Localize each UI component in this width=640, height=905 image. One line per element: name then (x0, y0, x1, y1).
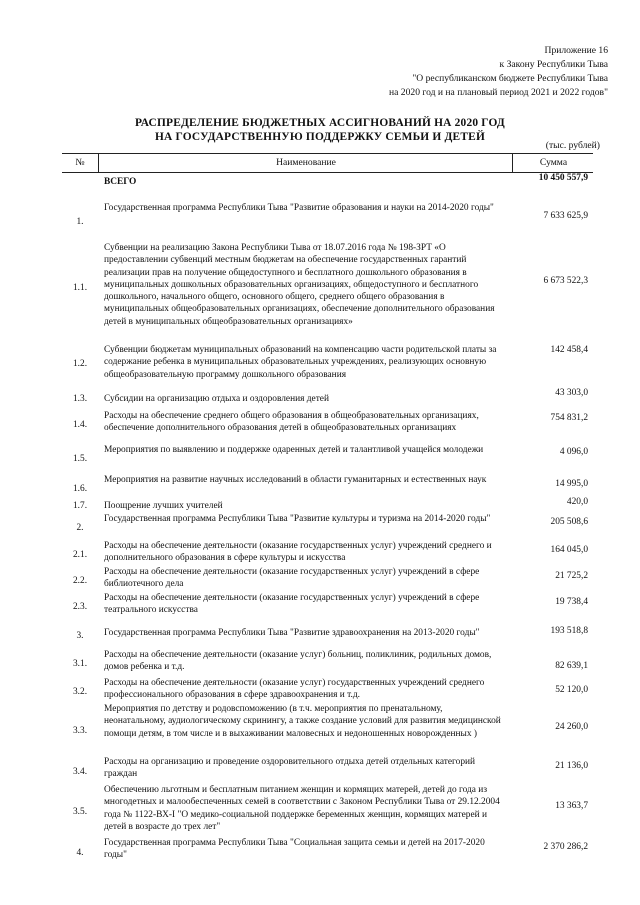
annex-law-ref: к Закону Республики Тыва (499, 59, 608, 70)
row-name: Обеспечению льготным и бесплатным питанием женщин и кормящих матерей, детей до года из многодетных и малообеспеченных семей в соответствии с Законом Республики Тыва от 29.12.2004 года № 1122-ВХ-I "О медико-социальной поддержке беременных женщин, кормящих матерей и детей в возрасте до трех лет" (104, 785, 500, 832)
row-name: Субвенции на реализацию Закона Республики Тыва от 18.07.2016 года № 198-ЗРТ «О предоставлении субвенций местным бюджетам на обеспечение государственных гарантий реализации прав на получение общедоступного и бесплатного дошкольного образования в муниципальных дошкольных образовательных организациях, общедоступного и бесплатного дошкольного, начального общего, основного общего, среднего общего образования в муниципальных общеобразовательных организациях, обеспечение дополнительного образования детей в муниципальных общеобразовательных организациях» (104, 243, 495, 327)
row-name: Расходы на обеспечение среднего общего образования в общеобразовательных организациях, обеспечение дополнительного образования детей в общеобразовательных организациях (104, 411, 479, 434)
row-name: Субвенции бюджетам муниципальных образований на компенсацию части родительской платы за содержание ребенка в муниципальных образовательных учреждениях, реализующих основную общеобразовательную программу дошкольного образования (104, 345, 497, 380)
row-name: Поощрение лучших учителей (104, 501, 223, 511)
row-sum: 420,0 (566, 497, 588, 507)
row-num: 1.5. (72, 454, 88, 464)
row-sum: 2 370 286,2 (543, 842, 588, 852)
row-sum: 21 725,2 (555, 571, 588, 581)
row-num: 1.3. (72, 394, 88, 404)
row-num: 2.2. (72, 576, 88, 586)
row-name: Субсидии на организацию отдыха и оздоровления детей (104, 394, 329, 404)
row-num: 3.3. (72, 726, 88, 736)
row-sum: 43 303,0 (555, 388, 588, 398)
row-num: 1.4. (72, 420, 88, 430)
row-name: Расходы на обеспечение деятельности (оказание услуг) государственных учреждений среднего профессионального образования в сфере здравоохранения и т.д. (104, 678, 485, 701)
row-num: 3.5. (72, 807, 88, 817)
annex-header (308, 44, 608, 100)
row-num: 3.4. (72, 767, 88, 777)
row-sum: 193 518,8 (550, 626, 588, 636)
row-num: 2.1. (72, 550, 88, 560)
title-line-1: РАСПРЕДЕЛЕНИЕ БЮДЖЕТНЫХ АССИГНОВАНИЙ НА 2020 ГОД (135, 117, 505, 129)
row-num: 2. (76, 523, 84, 533)
row-sum: 82 639,1 (555, 661, 588, 671)
row-sum: 19 738,4 (555, 597, 588, 607)
row-name: Мероприятия на развитие научных исследований в области гуманитарных и естественных наук (104, 475, 487, 485)
row-sum: 6 673 522,3 (543, 276, 588, 286)
row-num: 3.2. (72, 687, 88, 697)
table-header (62, 154, 593, 173)
row-name: Расходы на обеспечение деятельности (оказание государственных услуг) учреждений в сфере библиотечного дела (104, 567, 480, 590)
row-num: 1.7. (72, 501, 88, 511)
row-sum: 142 458,4 (550, 345, 588, 355)
row-num: 2.3. (72, 602, 88, 612)
document-title (80, 116, 560, 144)
row-num: 3.1. (72, 659, 88, 669)
annex-number: Приложение 16 (544, 45, 608, 56)
row-num: 3. (76, 631, 84, 641)
row-num: 1.1. (72, 283, 88, 293)
row-num: 1.6. (72, 484, 88, 494)
budget-table (62, 153, 593, 861)
row-num: 4. (76, 848, 84, 858)
row-sum: 754 831,2 (550, 413, 588, 423)
annex-law-title: "О республиканском бюджете Республики Тыва (412, 73, 608, 84)
row-sum: 13 363,7 (555, 801, 588, 811)
row-name: Расходы на обеспечение деятельности (оказание государственных услуг) учреждений в сфере театрального искусства (104, 593, 480, 616)
row-name: Государственная программа Республики Тыва "Развитие культуры и туризма на 2014-2020 годы" (104, 514, 491, 524)
row-sum: 164 045,0 (550, 545, 588, 555)
row-name: Государственная программа Республики Тыва "Развитие здравоохранения на 2013-2020 годы" (104, 628, 480, 638)
row-sum: 4 096,0 (559, 447, 588, 457)
row-num: 1.2. (72, 359, 88, 369)
row-name: Расходы на обеспечение деятельности (оказание услуг) больниц, поликлиник, родильных домов, домов ребенка и т.д. (104, 650, 492, 673)
annex-law-period: на 2020 год и на плановый период 2021 и 2022 годов" (389, 87, 608, 98)
unit-label: (тыс. рублей) (545, 140, 600, 151)
title-line-2: НА ГОСУДАРСТВЕННУЮ ПОДДЕРЖКУ СЕМЬИ И ДЕТЕЙ (155, 131, 485, 143)
row-num: 1. (76, 217, 84, 227)
row-name: Мероприятия по выявлению и поддержке одаренных детей и талантливой учащейся молодежи (104, 445, 484, 455)
row-name: Расходы на обеспечение деятельности (оказание государственных услуг) учреждений среднего и дополнительного образования в сфере культуры и искусства (104, 541, 492, 564)
row-sum: 205 508,6 (550, 517, 588, 527)
header-name: Наименование (98, 154, 513, 172)
row-name: ВСЕГО (104, 177, 137, 187)
row-name: Расходы на организацию и проведение оздоровительного отдыха детей отдельных категорий граждан (104, 757, 476, 780)
row-sum: 52 120,0 (555, 685, 588, 695)
row-sum: 7 633 625,9 (543, 211, 588, 221)
row-sum: 10 450 557,9 (538, 173, 588, 183)
row-name: Государственная программа Республики Тыва "Развитие образования и науки на 2014-2020 годы" (104, 203, 494, 213)
row-sum: 21 136,0 (555, 761, 588, 771)
row-sum: 24 260,0 (555, 722, 588, 732)
row-sum: 14 995,0 (555, 479, 588, 489)
header-num: № (75, 157, 85, 168)
row-name: Мероприятия по детству и родовспоможению (в т.ч. мероприятия по пренатальному, неонатальному, аудиологическому скринингу, а также создание условий для развития медицинской помощи детям, в том числе и в выхаживании маловесных и недоношенных новорожденных ) (104, 704, 501, 739)
header-sum: Сумма (512, 154, 594, 172)
row-name: Государственная программа Республики Тыва "Социальная защита семьи и детей на 2017-2020 годы" (104, 838, 485, 861)
